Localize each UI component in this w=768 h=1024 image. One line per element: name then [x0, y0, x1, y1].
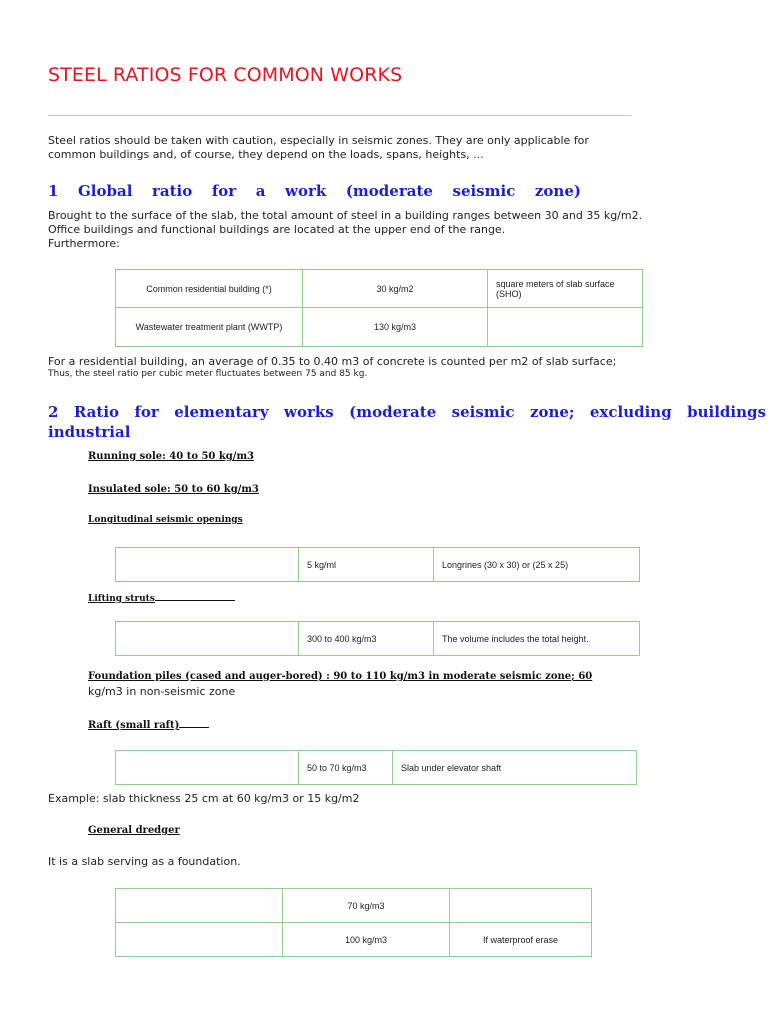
- heading-word: zone): [534, 182, 581, 200]
- table-cell: [488, 308, 643, 347]
- table-cell: 70 kg/m3: [283, 889, 450, 923]
- heading-word: for: [211, 182, 237, 200]
- table-cell: [450, 889, 592, 923]
- lifting-struts-heading: [88, 590, 235, 604]
- heading-word: Global: [78, 182, 133, 200]
- raft-table: [115, 750, 637, 785]
- global-ratio-table: [115, 269, 643, 347]
- heading-word: 1: [48, 182, 59, 200]
- heading-word: excluding: [589, 403, 672, 421]
- longitudinal-table: [115, 547, 640, 582]
- table-cell: [116, 622, 299, 656]
- body-line: Brought to the surface of the slab, the total amount of steel in a building ranges between 30 and 35 kg/m2.: [48, 209, 643, 222]
- table-cell: Wastewater treatment plant (WWTP): [116, 308, 303, 347]
- heading-word: ratio: [151, 182, 193, 200]
- table-cell: [116, 923, 283, 957]
- longitudinal-openings-heading: Longitudinal seismic openings: [88, 515, 243, 525]
- example-text: Example: slab thickness 25 cm at 60 kg/m3 or 15 kg/m2: [48, 792, 360, 805]
- table-cell: 50 to 70 kg/m3: [299, 751, 393, 785]
- dredger-table: [115, 888, 592, 957]
- underline-rule: [155, 590, 235, 601]
- table-row: [116, 308, 643, 347]
- table-row: [116, 751, 637, 785]
- running-sole-heading: Running sole: 40 to 50 kg/m3: [88, 451, 254, 462]
- table-row: [116, 889, 592, 923]
- heading-word: a: [255, 182, 266, 200]
- table-cell: [116, 548, 299, 582]
- table-cell: Longrines (30 x 30) or (25 x 25): [434, 548, 640, 582]
- table-row: [116, 622, 640, 656]
- body-line: Office buildings and functional buildings are located at the upper end of the range.: [48, 223, 506, 236]
- table-row: [116, 548, 640, 582]
- dredger-description: It is a slab serving as a foundation.: [48, 855, 241, 868]
- heading-word: zone;: [529, 403, 575, 421]
- heading-word: elementary: [174, 403, 269, 421]
- steel-ratio-note: Thus, the steel ratio per cubic meter fluctuates between 75 and 85 kg.: [48, 369, 368, 379]
- table-cell: The volume includes the total height.: [434, 622, 640, 656]
- lifting-struts-label: Lifting struts: [88, 594, 155, 604]
- table-row: [116, 270, 643, 308]
- heading-word: Ratio: [73, 403, 120, 421]
- page-title: STEEL RATIOS FOR COMMON WORKS: [48, 64, 403, 86]
- residential-note: For a residential building, an average of 0.35 to 0.40 m3 of concrete is counted per m2 of slab surface;: [48, 355, 617, 368]
- heading-word: seismic: [452, 182, 516, 200]
- lifting-struts-table: [115, 621, 640, 656]
- section-1-heading: [48, 182, 581, 200]
- heading-word: (moderate: [349, 403, 437, 421]
- table-cell: square meters of slab surface (SHO): [488, 270, 643, 308]
- intro-paragraph: [48, 134, 589, 162]
- table-cell: [116, 889, 283, 923]
- heading-word: work: [285, 182, 327, 200]
- table-cell: 30 kg/m2: [303, 270, 488, 308]
- section-2-heading-cont: industrial: [48, 423, 131, 441]
- heading-word: 2: [48, 403, 59, 421]
- table-cell: [116, 751, 299, 785]
- table-cell: 300 to 400 kg/m3: [299, 622, 434, 656]
- table-cell: If waterproof erase: [450, 923, 592, 957]
- table-row: [116, 923, 592, 957]
- section-2-heading: [48, 403, 766, 421]
- raft-heading: [88, 717, 209, 731]
- heading-word: (moderate: [345, 182, 433, 200]
- table-cell: Common residential building (*): [116, 270, 303, 308]
- body-line: Furthermore:: [48, 237, 120, 250]
- foundation-piles-cont: kg/m3 in non-seismic zone: [88, 685, 236, 698]
- intro-line: common buildings and, of course, they depend on the loads, spans, heights, ...: [48, 148, 484, 161]
- foundation-piles-heading: Foundation piles (cased and auger-bored) : 90 to 110 kg/m3 in moderate seismic zone; 60: [88, 671, 593, 682]
- heading-word: buildings: [687, 403, 766, 421]
- heading-word: for: [134, 403, 159, 421]
- table-cell: 5 kg/ml: [299, 548, 434, 582]
- raft-label: Raft (small raft): [88, 720, 180, 731]
- heading-word: works: [284, 403, 334, 421]
- heading-word: seismic: [451, 403, 515, 421]
- table-cell: 100 kg/m3: [283, 923, 450, 957]
- table-cell: Slab under elevator shaft: [393, 751, 637, 785]
- insulated-sole-heading: Insulated sole: 50 to 60 kg/m3: [88, 484, 259, 495]
- title-divider: [48, 115, 631, 116]
- table-cell: 130 kg/m3: [303, 308, 488, 347]
- intro-line: Steel ratios should be taken with caution, especially in seismic zones. They are only applicable for: [48, 134, 589, 147]
- section-1-body: [48, 209, 642, 251]
- underline-rule: [179, 717, 209, 728]
- general-dredger-heading: General dredger: [88, 825, 180, 836]
